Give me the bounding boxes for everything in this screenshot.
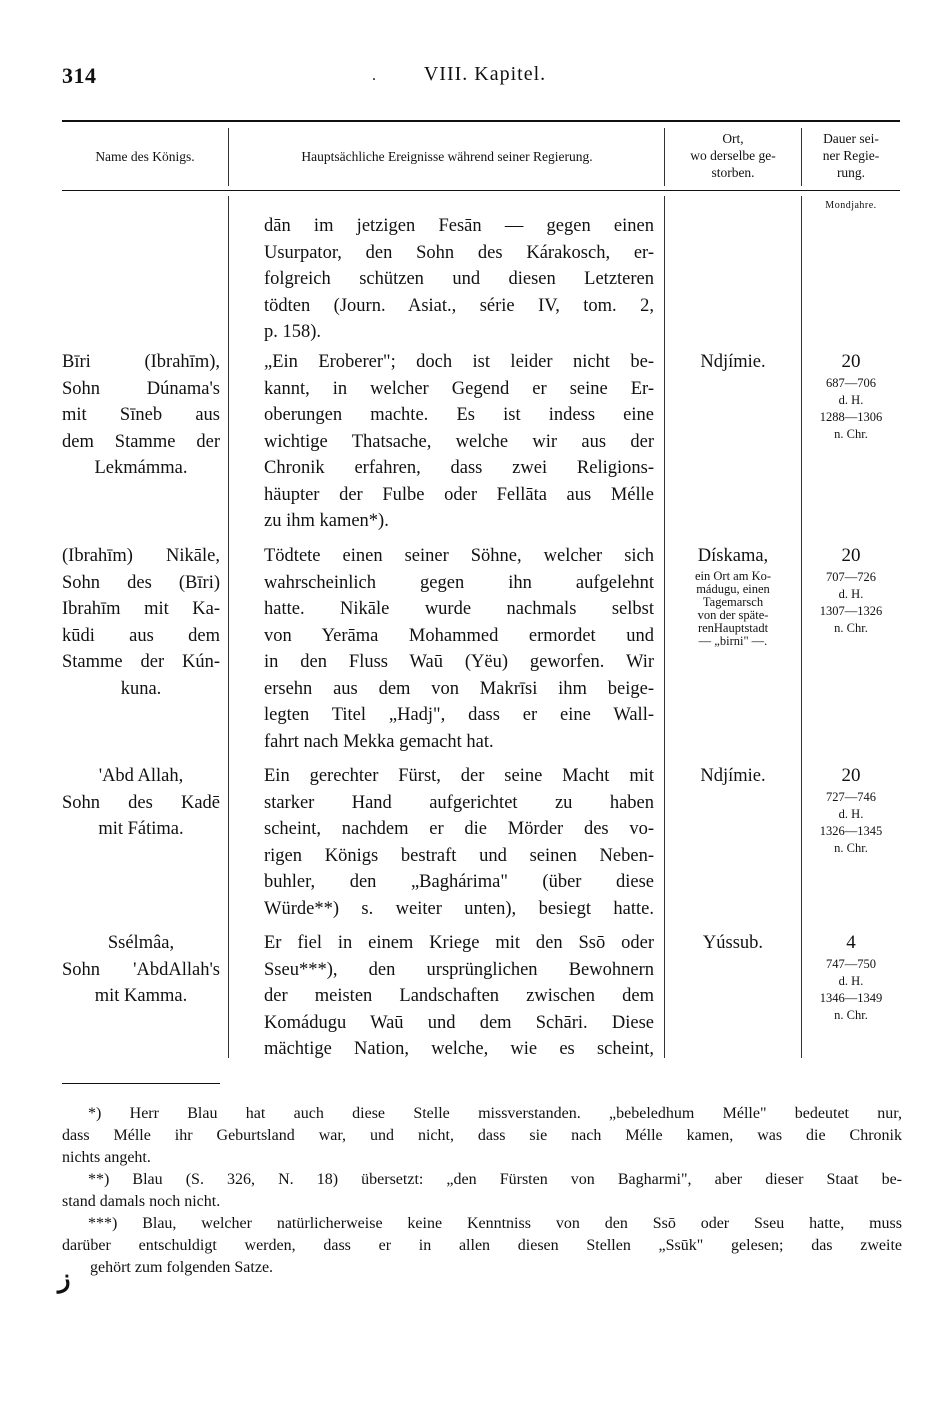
footnotes [62,1103,902,1279]
event-line: Tödtete einen seiner Söhne, welcher sich [264,546,654,566]
name-line: (Ibrahīm) Nikāle, [62,546,220,566]
event-line: hatte. Nikāle wurde nachmals selbst [264,599,654,619]
reign-dates: n. Chr. [834,1008,868,1022]
reign-dates: d. H. [838,974,864,988]
event-line: „Ein Eroberer"; doch ist leider nicht be- [264,352,654,372]
event-line: buhler, den „Baghárima" (über diese [264,872,654,892]
header-name: Name des Königs. [95,149,195,164]
reign-dates: 1326—1345 [819,824,883,838]
reign-years: 4 [846,932,856,953]
name-line: Lekmámma. [94,458,188,478]
name-line: mit Kamma. [94,986,188,1006]
reign-dates: n. Chr. [834,841,868,855]
header-dauer-line: rung. [836,165,866,180]
reign-dates: d. H. [838,393,864,407]
name-line: mit Fátima. [98,819,184,839]
reign-duration [803,763,899,857]
header-events: Hauptsächliche Ereignisse während seiner Regierung. [301,149,593,164]
name-line: Ibrahīm mit Ka- [62,599,220,619]
name-line: Sohn Dúnama's [62,378,220,399]
name-line: mit Sīneb aus [62,405,220,425]
footnote-line: darüber entschuldigt werden, dass er in allen diesen Stellen „Ssūk" gelesen; das zweite [62,1237,902,1254]
name-line: kuna. [120,678,162,699]
event-line: wichtige Thatsache, welche wir aus der [264,431,654,452]
event-line: p. 158). [264,322,322,342]
signature-mark: ز [58,1264,71,1293]
king-name [62,543,220,702]
death-place-note: mádugu, einen [696,581,770,596]
reign-duration [803,349,899,443]
reign-dates: 687—706 [826,376,876,390]
event-line: scheint, nachdem er die Mörder des vo- [264,819,654,839]
table-row-events [264,213,654,346]
reign-years: 20 [841,351,861,372]
name-line: kūdi aus dem [62,625,220,646]
event-line: dān im jetzigen Fesān — gegen einen [264,216,654,236]
name-line: Sohn 'AbdAllah's [62,959,220,980]
event-line: mächtige Nation, welche, wie es scheint, [264,1039,654,1059]
table-top-rule [62,120,900,122]
event-line: Chronik erfahren, dass zwei Religions- [264,458,654,478]
header-dauer [803,130,899,181]
reign-dates: 727—746 [826,790,876,804]
death-place [666,763,800,790]
reign-dates: 1307—1326 [819,604,883,618]
column-divider-2 [664,128,665,186]
footnote-line: nichts angeht. [62,1149,151,1166]
event-line: in den Fluss Waū (Yëu) geworfen. Wir [264,652,654,672]
event-line: Er fiel in einem Kriege mit den Ssō oder [264,933,654,953]
event-line: Ein gerechter Fürst, der seine Macht mit [264,766,654,786]
event-line: der meisten Landschaften zwischen dem [264,986,654,1006]
reign-dates: 747—750 [826,957,876,971]
event-line: kannt, in welcher Gegend er seine Er- [264,378,654,399]
name-line: 'Abd Allah, [98,766,184,786]
table-row-events [264,930,654,1063]
death-place-name: Dískama, [697,546,769,566]
column-divider-1-body [228,196,229,1058]
king-name [62,930,220,1010]
reign-dates: 1288—1306 [819,410,883,424]
death-place [666,930,800,957]
reign-dates: n. Chr. [834,621,868,635]
event-line: fahrt nach Mekka gemacht hat. [264,731,494,752]
reign-dates: d. H. [838,587,864,601]
reign-duration [803,930,899,1024]
event-line: Usurpator, den Sohn des Kárakosch, er- [264,242,654,263]
event-line: rigen Königs bestraft und seinen Neben- [264,845,654,866]
footnote-rule [62,1083,220,1084]
column-divider-3 [801,128,802,186]
event-line: Komádugu Waū und dem Schāri. Diese [264,1012,654,1033]
table-row-events [264,763,654,922]
running-head [0,63,930,86]
page-number: 314 [62,63,97,88]
king-name [62,349,220,482]
chapter-title: VIII. Kapitel. [423,63,547,85]
death-place-note: renHauptstadt [697,620,769,635]
header-ort-line: Ort, [722,131,744,146]
name-line: Sohn des Kadē [62,792,220,813]
death-place-note: von der späte- [697,607,769,622]
event-line: folgreich schützen und diesen Letzteren [264,269,654,289]
event-line: Würde**) s. weiter unten), besiegt hatte. [264,898,654,919]
death-place-note: Tagemarsch [702,594,764,609]
footnote-line: ***) Blau, welcher natürlicherweise keine Kenntniss von den Ssō oder Sseu hatte, muss [88,1215,902,1232]
event-line: Sseu***), den ursprünglichen Bewohnern [264,959,654,980]
footnote [62,1103,902,1169]
name-line: Sohn des (Bīri) [62,572,220,593]
event-line: häupter der Fulbe oder Fellāta aus Mélle [264,484,654,505]
footnote-line: gehört zum folgenden Satze. [90,1259,274,1276]
footnote [62,1169,902,1213]
name-line: Bīri (Ibrahīm), [62,352,220,372]
king-name [62,763,220,843]
event-line: oberungen machte. Es ist indess eine [264,405,654,425]
event-line: tödten (Journ. Asiat., série IV, tom. 2, [264,295,654,316]
header-dauer-line: Dauer sei- [823,131,879,146]
reign-dates: d. H. [838,807,864,821]
event-line: zu ihm kamen*). [264,511,389,531]
reign-years: 20 [841,545,861,566]
reign-dates: 707—726 [826,570,876,584]
header-dauer-line: ner Regie- [822,148,880,163]
header-ort-line: wo derselbe ge- [690,148,776,163]
name-line: dem Stamme der [62,431,220,452]
event-line: legten Titel „Hadj", dass er eine Wall- [264,705,654,725]
column-divider-3-body [801,196,802,1058]
table-head-rule [62,190,900,191]
death-place-note: — „birni" —. [698,633,768,648]
column-divider-2-body [664,196,665,1058]
event-line: von Yerāma Mohammed ermordet und [264,625,654,646]
name-line: Ssélmâa, [107,933,175,953]
name-line: Stamme der Kún- [62,652,220,672]
death-place [666,349,800,376]
death-place [666,543,800,648]
death-place-note: ein Ort am Ko- [694,568,772,583]
event-line: starker Hand aufgerichtet zu haben [264,792,654,813]
reign-dates: 1346—1349 [819,991,883,1005]
reign-years: 20 [841,765,861,786]
table-row-events [264,543,654,755]
footnote-line: *) Herr Blau hat auch diese Stelle missverstanden. „bebeledhum Mélle" bedeutet nur, [88,1105,902,1122]
mondjahre-label: Mondjahre. [825,200,877,211]
footnote-line: **) Blau (S. 326, N. 18) übersetzt: „den Fürsten von Bagharmi", aber dieser Staat be- [88,1171,902,1188]
header-ort-line: storben. [711,165,755,180]
death-place-name: Yússub. [702,933,764,953]
table-row-events [264,349,654,535]
running-head-dot: . [372,67,377,84]
reign-duration [803,543,899,637]
column-divider-1 [228,128,229,186]
event-line: ersehn aus dem von Makrīsi ihm beige- [264,678,654,699]
reign-dates: n. Chr. [834,427,868,441]
footnote-line: stand damals noch nicht. [62,1193,221,1210]
death-place-name: Ndjímie. [700,352,766,372]
header-ort [666,130,800,181]
footnote-line: dass Mélle ihr Geburtsland war, und nicht, dass sie nach Mélle kamen, was die Chronik [62,1127,902,1144]
event-line: wahrscheinlich gegen ihn aufgelehnt [264,572,654,593]
death-place-name: Ndjímie. [700,766,766,786]
footnote [62,1213,902,1279]
